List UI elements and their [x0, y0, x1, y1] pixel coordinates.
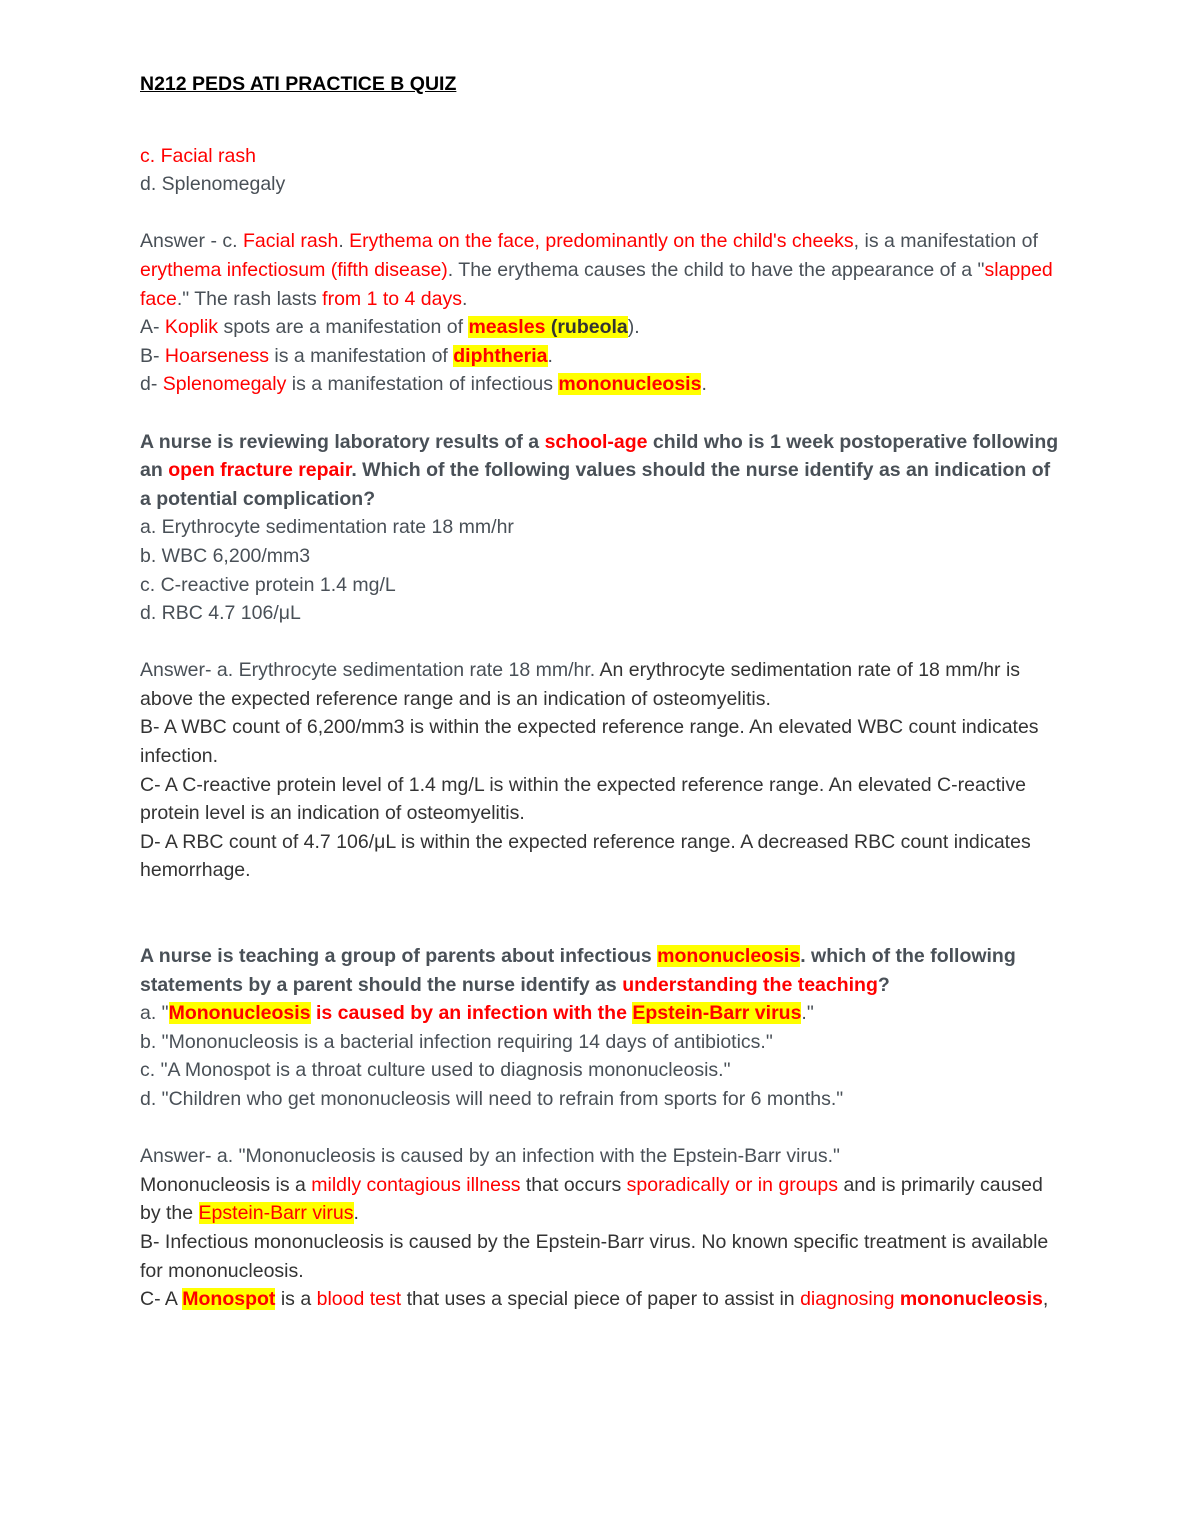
q1-option-c: c. Facial rash	[140, 144, 256, 167]
q3-answer-text: Mononucleosis is a mildly contagious illness that occurs sporadically or in groups and is primarily caused by the Epstein-Barr virus.	[140, 1173, 1043, 1225]
q1-rationale-b: B- Hoarseness is a manifestation of diphtheria.	[140, 344, 553, 367]
q2-option-c: c. C-reactive protein 1.4 mg/L	[140, 573, 396, 596]
q3-answer-label: Answer- a. "Mononucleosis is caused by an infection with the Epstein-Barr virus."	[140, 1145, 840, 1168]
q2-answer: Answer- a. Erythrocyte sedimentation rate 18 mm/hr. An erythrocyte sedimentation rate of 18 mm/hr is above the expected reference range and is an indication of osteomyelitis.	[140, 659, 1021, 710]
q3-rationale-c: C- A Monospot is a blood test that uses a special piece of paper to assist in diagnosing mononucleosis,	[140, 1288, 1049, 1311]
q3-option-a: a. "Mononucleosis is caused by an infection with the Epstein-Barr virus."	[140, 1002, 814, 1025]
q2-option-a: a. Erythrocyte sedimentation rate 18 mm/hr	[140, 516, 514, 539]
q1-option-d: d. Splenomegaly	[140, 173, 286, 196]
q1-answer: Answer - c. Facial rash. Erythema on the face, predominantly on the child's cheeks, is a manifestation of erythema infectiosum (fifth disease). The erythema causes the child to have the appearance of a "slapped face." The rash lasts from 1 to 4 days.	[140, 230, 1053, 310]
q2-stem: A nurse is reviewing laboratory results of a school-age child who is 1 week postoperative following an open fracture repair. Which of the following values should the nurse identify as an indication of a potential complication?	[140, 430, 1059, 510]
q2-option-d: d. RBC 4.7 106/μL	[140, 602, 301, 625]
q2-rationale-c: C- A C-reactive protein level of 1.4 mg/L is within the expected reference range. An elevated C-reactive protein level is an indication of osteomyelitis.	[140, 773, 1026, 825]
q2-option-b: b. WBC 6,200/mm3	[140, 544, 311, 567]
q3-option-b: b. "Mononucleosis is a bacterial infection requiring 14 days of antibiotics."	[140, 1030, 773, 1053]
q2-rationale-b: B- A WBC count of 6,200/mm3 is within the expected reference range. An elevated WBC count indicates infection.	[140, 716, 1039, 768]
q3-option-c: c. "A Monospot is a throat culture used to diagnosis mononucleosis."	[140, 1059, 731, 1082]
q3-rationale-b: B- Infectious mononucleosis is caused by the Epstein-Barr virus. No known specific treatment is available for mononucleosis.	[140, 1230, 1049, 1282]
q1-rationale-a: A- Koplik spots are a manifestation of measles (rubeola).	[140, 316, 640, 339]
q1-rationale-d: d- Splenomegaly is a manifestation of infectious mononucleosis.	[140, 373, 707, 396]
q3-option-d: d. "Children who get mononucleosis will need to refrain from sports for 6 months."	[140, 1088, 844, 1110]
page-title: N212 PEDS ATI PRACTICE B QUIZ	[140, 73, 457, 95]
q3-stem: A nurse is teaching a group of parents about infectious mononucleosis. which of the following statements by a parent should the nurse identify as understanding the teaching?	[140, 945, 1016, 996]
document-page	[140, 70, 1060, 1314]
q2-rationale-d: D- A RBC count of 4.7 106/μL is within the expected reference range. A decreased RBC count indicates hemorrhage.	[140, 830, 1031, 882]
